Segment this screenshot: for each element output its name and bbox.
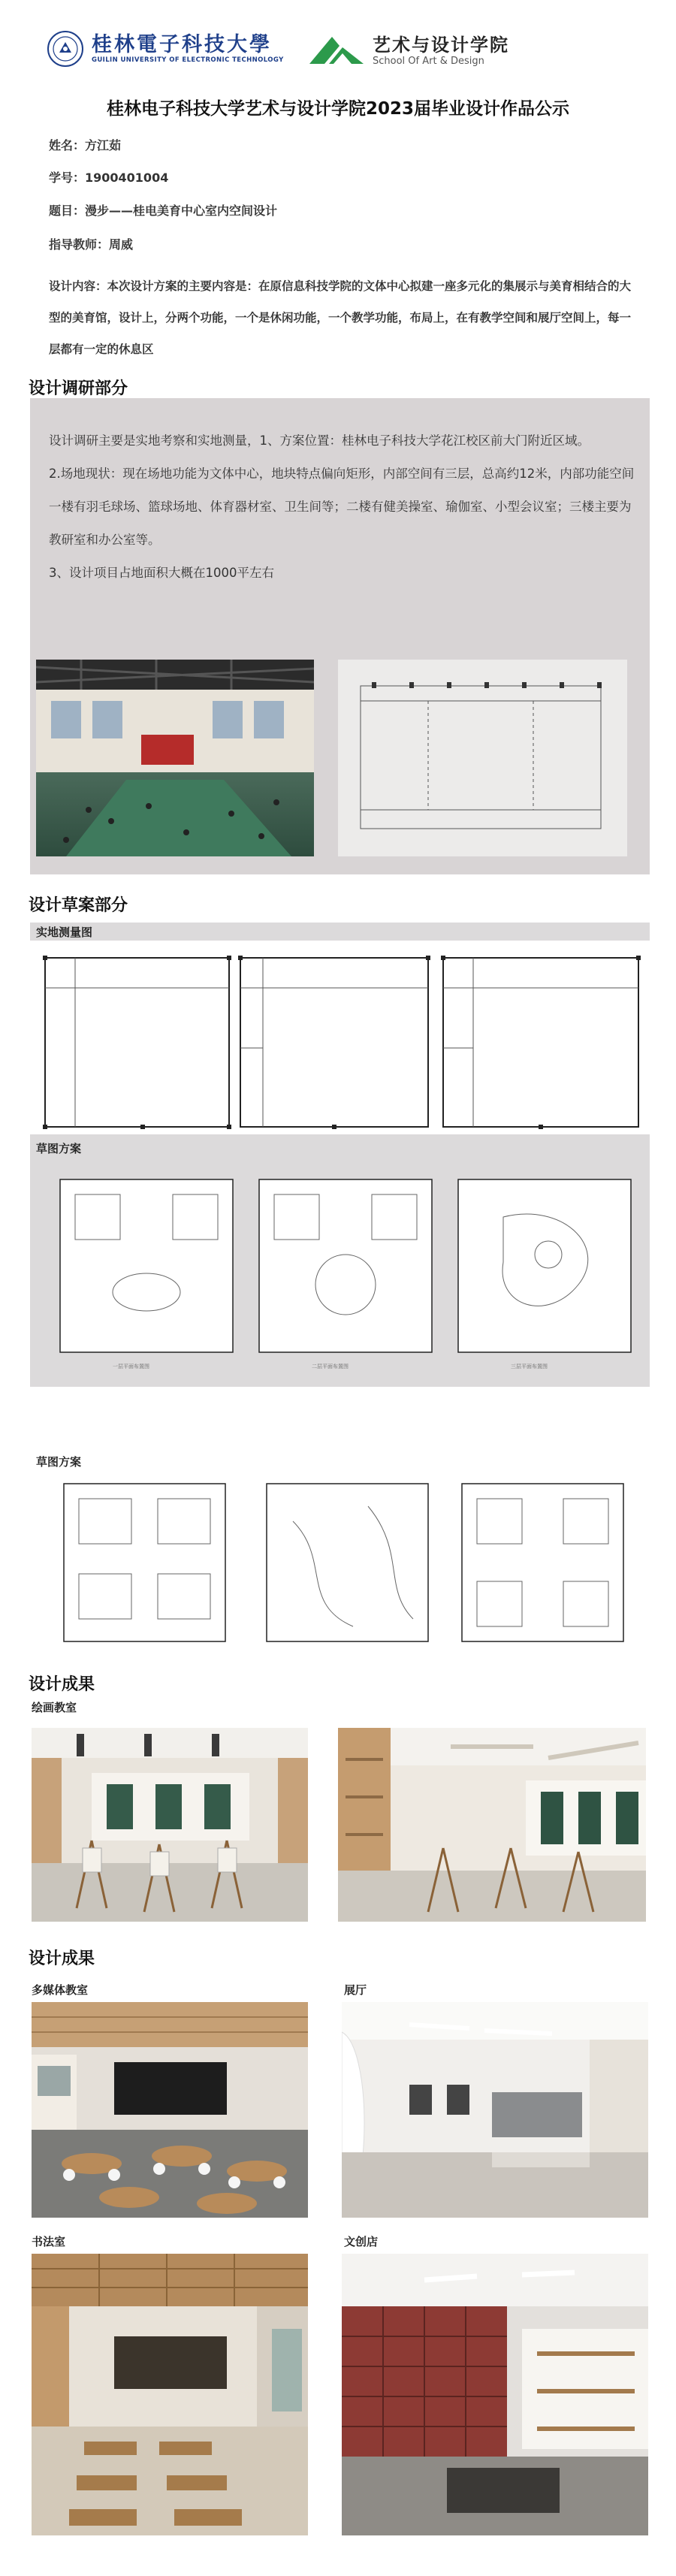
sketch-caption-3: 三层平面布置图 — [511, 1363, 548, 1370]
research-paragraph-2: 2.场地现状：现在场地功能为文体中心，地块特点偏向矩形，内部空间有三层，总高约12米，内部功能空间一楼有羽毛球场、篮球场地、体育器材室、卫生间等；二楼有健美操室、瑜伽室、小型会议室；三楼主要为教研室和办公室等。 — [49, 467, 635, 547]
draft-heading: 设计草案部分 — [29, 896, 128, 915]
research-paragraph-1: 设计调研主要是实地考察和实地测量，1、方案位置：桂林电子科技大学花江校区前大门附近区域。 — [49, 433, 590, 448]
logo-bar — [0, 0, 676, 83]
university-logo — [47, 30, 284, 68]
college-name-en: School Of Art & Design — [373, 55, 484, 67]
research-heading: 设计调研部分 — [29, 379, 128, 398]
site-sketch-photo — [338, 660, 627, 856]
sketch-caption-1: 一层平面布置图 — [113, 1363, 149, 1370]
advisor: 指导教师：周威 — [49, 237, 134, 252]
college-mark-icon — [306, 34, 367, 67]
research-paragraph-3: 3、设计项目占地面积大概在1000平左右 — [49, 566, 274, 580]
cultural-store-render — [342, 2254, 648, 2535]
multimedia-room-render — [32, 2002, 308, 2218]
results-heading-2: 设计成果 — [29, 1949, 95, 1968]
university-seal-icon — [47, 30, 84, 68]
student-name: 姓名：方江茹 — [49, 138, 122, 153]
project-topic: 题目：漫步——桂电美育中心室内空间设计 — [49, 204, 278, 218]
university-name-cn: 桂林電子科技大學 — [92, 33, 272, 56]
exhibition-hall-label: 展厅 — [344, 1983, 367, 1997]
sketch-label-1: 草图方案 — [36, 1142, 82, 1155]
page-title: 桂林电子科技大学艺术与设计学院2023届毕业设计作品公示 — [106, 99, 569, 119]
sketch-plans-1 — [53, 1172, 638, 1382]
sketch-plans-2 — [53, 1476, 638, 1664]
results-heading-1: 设计成果 — [29, 1675, 95, 1694]
sketch-caption-2: 二层平面布置图 — [312, 1363, 349, 1370]
calligraphy-room-render — [32, 2254, 308, 2535]
research-text — [49, 424, 635, 590]
college-logo — [306, 34, 509, 67]
cultural-store-label: 文创店 — [344, 2235, 379, 2248]
calligraphy-room-label: 书法室 — [32, 2235, 66, 2248]
student-id: 学号：1900401004 — [49, 171, 169, 185]
design-content: 设计内容：本次设计方案的主要内容是：在原信息科技学院的文体中心拟建一座多元化的集展示与美育相结合的大型的美育馆，设计上，分两个功能，一个是休闲功能，一个教学功能，布局上，在有教学空间和展厅空间上，每一层都有一定的休息区 — [49, 279, 632, 356]
survey-strip — [30, 923, 650, 941]
painting-room-render-2 — [338, 1728, 646, 1922]
painting-room-label: 绘画教室 — [32, 1701, 77, 1714]
college-name-cn: 艺术与设计学院 — [373, 33, 509, 56]
survey-label: 实地测量图 — [36, 926, 93, 939]
university-name-en: GUILIN UNIVERSITY OF ELECTRONIC TECHNOLOGY — [92, 56, 284, 64]
exhibition-hall-render — [342, 2002, 648, 2218]
survey-drawings — [30, 943, 650, 1131]
painting-room-render-1 — [32, 1728, 308, 1922]
sketch-label-2: 草图方案 — [36, 1455, 82, 1469]
multimedia-room-label: 多媒体教室 — [32, 1983, 89, 1997]
site-photo-gym — [36, 660, 314, 856]
